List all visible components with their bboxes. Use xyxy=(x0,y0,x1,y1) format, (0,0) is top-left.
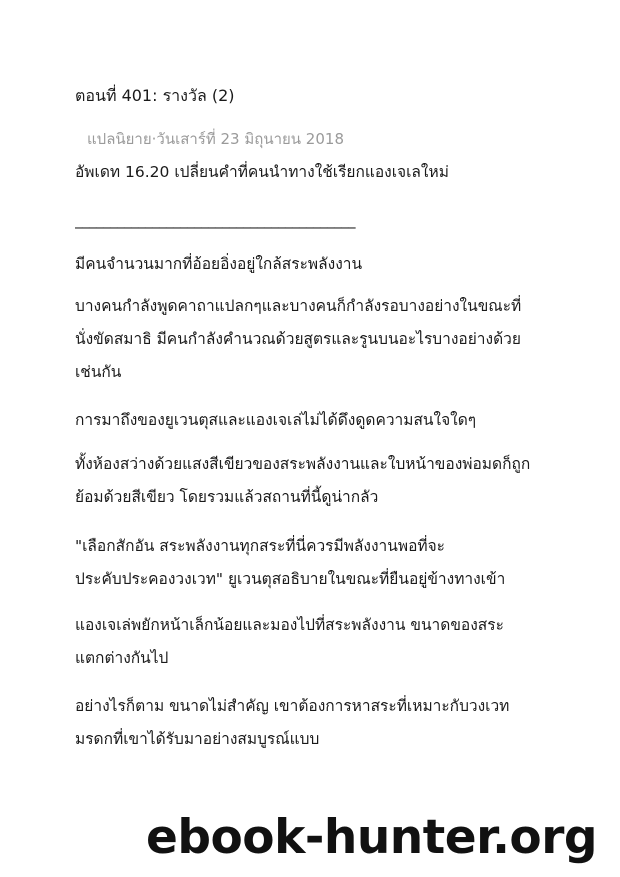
paragraph-line: ทั้งห้องสว่างด้วยแสงสีเขียวของสระพลังงานและใบหน้าของพ่อมดก็ถูก xyxy=(75,455,531,473)
paragraph xyxy=(75,530,550,596)
post-meta: แปลนิยาย·วันเสาร์ที่ 23 มิถุนายน 2018 xyxy=(87,130,344,148)
paragraph-line: แตกต่างกันไป xyxy=(75,649,169,667)
paragraph-line: การมาถึงของยูเวนตุสและแองเจเล่ไม่ได้ดึงดูดความสนใจใดๆ xyxy=(75,411,477,429)
paragraph-line: มรดกที่เขาได้รับมาอย่างสมบูรณ์แบบ xyxy=(75,730,320,748)
chapter-title: ตอนที่ 401: รางวัล (2) xyxy=(75,86,235,105)
paragraph-line: "เลือกสักอัน สระพลังงานทุกสระที่นี่ควรมีพลังงานพอที่จะ xyxy=(75,537,446,555)
paragraph-line: นั่งขัดสมาธิ มีคนกำลังคำนวณด้วยสูตรและรูนบนอะไรบางอย่างด้วย xyxy=(75,330,521,348)
paragraph xyxy=(75,290,550,389)
paragraph-line: มีคนจำนวนมากที่อ้อยอิ่งอยู่ใกล้สระพลังงาน xyxy=(75,255,363,273)
paragraph xyxy=(75,448,550,514)
paragraph-line: ย้อมด้วยสีเขียว โดยรวมแล้วสถานที่นี้ดูน่ากลัว xyxy=(75,488,379,506)
update-note: อัพเดท 16.20 เปลี่ยนคำที่คนนำทางใช้เรียกแองเจเลใหม่ xyxy=(75,163,449,181)
paragraph xyxy=(75,609,550,675)
paragraph xyxy=(75,248,550,281)
watermark-text: ebook-hunter.org xyxy=(146,810,598,865)
paragraph-line: ประคับประคองวงเวท" ยูเวนตุสอธิบายในขณะที่ยืนอยู่ข้างทางเข้า xyxy=(75,570,506,588)
paragraph-line: เช่นกัน xyxy=(75,363,122,381)
paragraph xyxy=(75,404,550,437)
separator-line: ________________________________________ xyxy=(75,211,355,229)
paragraph xyxy=(75,690,550,756)
paragraph-line: บางคนกำลังพูดคาถาแปลกๆและบางคนก็กำลังรอบางอย่างในขณะที่ xyxy=(75,297,522,315)
paragraph-line: อย่างไรก็ตาม ขนาดไม่สำคัญ เขาต้องการหาสระที่เหมาะกับวงเวท xyxy=(75,697,510,715)
paragraph-line: แองเจเล่พยักหน้าเล็กน้อยและมองไปที่สระพลังงาน ขนาดของสระ xyxy=(75,616,504,634)
